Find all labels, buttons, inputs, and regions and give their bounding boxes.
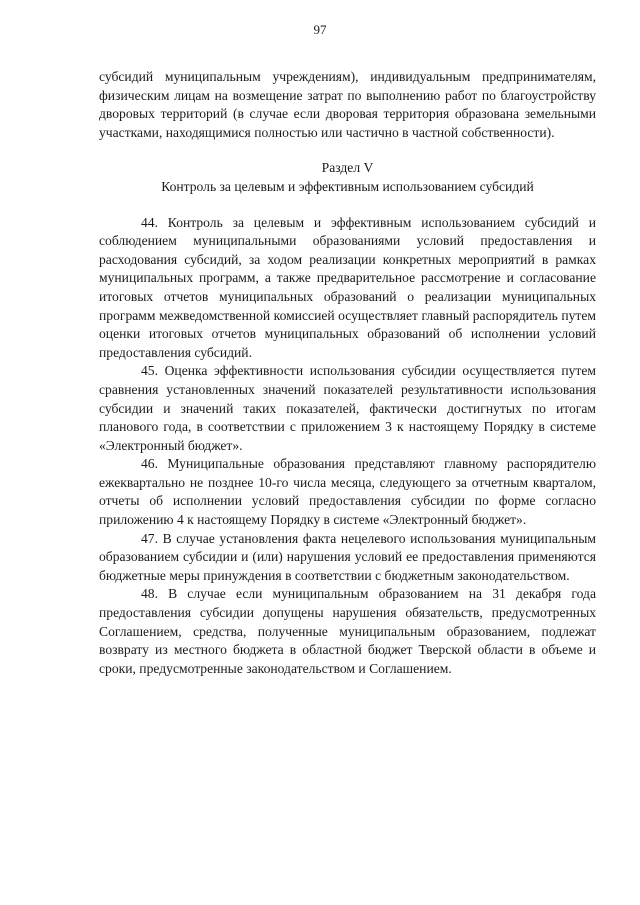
paragraph-45: 45. Оценка эффективности использования субсидии осуществляется путем сравнения установленных значений показателей результативности использования субсидии и значений таких показателей, фактически достигнутых по итогам планового года, в соответствии с приложением 3 к настоящему Порядку в системе «Электронный бюджет». — [99, 363, 596, 453]
section-title: Контроль за целевым и эффективным использованием субсидий — [161, 178, 534, 194]
intro-paragraph: субсидий муниципальным учреждениям), индивидуальным предпринимателям, физическим лицам на возмещение затрат по выполнению работ по благоустройству дворовых территорий (в случае если дворовая территория образована земельными участками, находящимися полностью или частично в частной собственности). — [99, 69, 596, 140]
page-number: 97 — [313, 22, 327, 37]
document-body — [99, 68, 596, 678]
paragraph-44: 44. Контроль за целевым и эффективным использованием субсидий и соблюдением муниципальными образованиями условий предоставления и расходования субсидий, за ходом реализации конкретных мероприятий в рамках муниципальных программ, а также предварительное рассмотрение и согласование итоговых отчетов муниципальных образований о реализации муниципальных программ межведомственной комиссией осуществляет главный распорядитель путем оценки итоговых отчетов муниципальных образований об исполнении условий предоставления субсидий. — [99, 214, 596, 360]
paragraph-46: 46. Муниципальные образования представляют главному распорядителю ежеквартально не позднее 10-го числа месяца, следующего за отчетным кварталом, отчеты об исполнении условий предоставления субсидии по форме согласно приложению 4 к настоящему Порядку в системе «Электронный бюджет». — [99, 456, 596, 528]
section-number: Раздел V — [321, 160, 374, 176]
paragraph-48: 48. В случае если муниципальным образованием на 31 декабря года предоставления субсидии допущены нарушения обязательств, предусмотренных Соглашением, средства, полученные муниципальным образованием, подлежат возврату из местного бюджета в областной бюджет Тверской области в объеме и сроки, предусмотренные законодательством и Соглашением. — [99, 586, 596, 676]
paragraph-47: 47. В случае установления факта нецелевого использования муниципальным образованием субсидии и (или) нарушения условий ее предоставления применяются бюджетные меры принуждения в соответствии с бюджетным законодательством. — [99, 530, 596, 583]
